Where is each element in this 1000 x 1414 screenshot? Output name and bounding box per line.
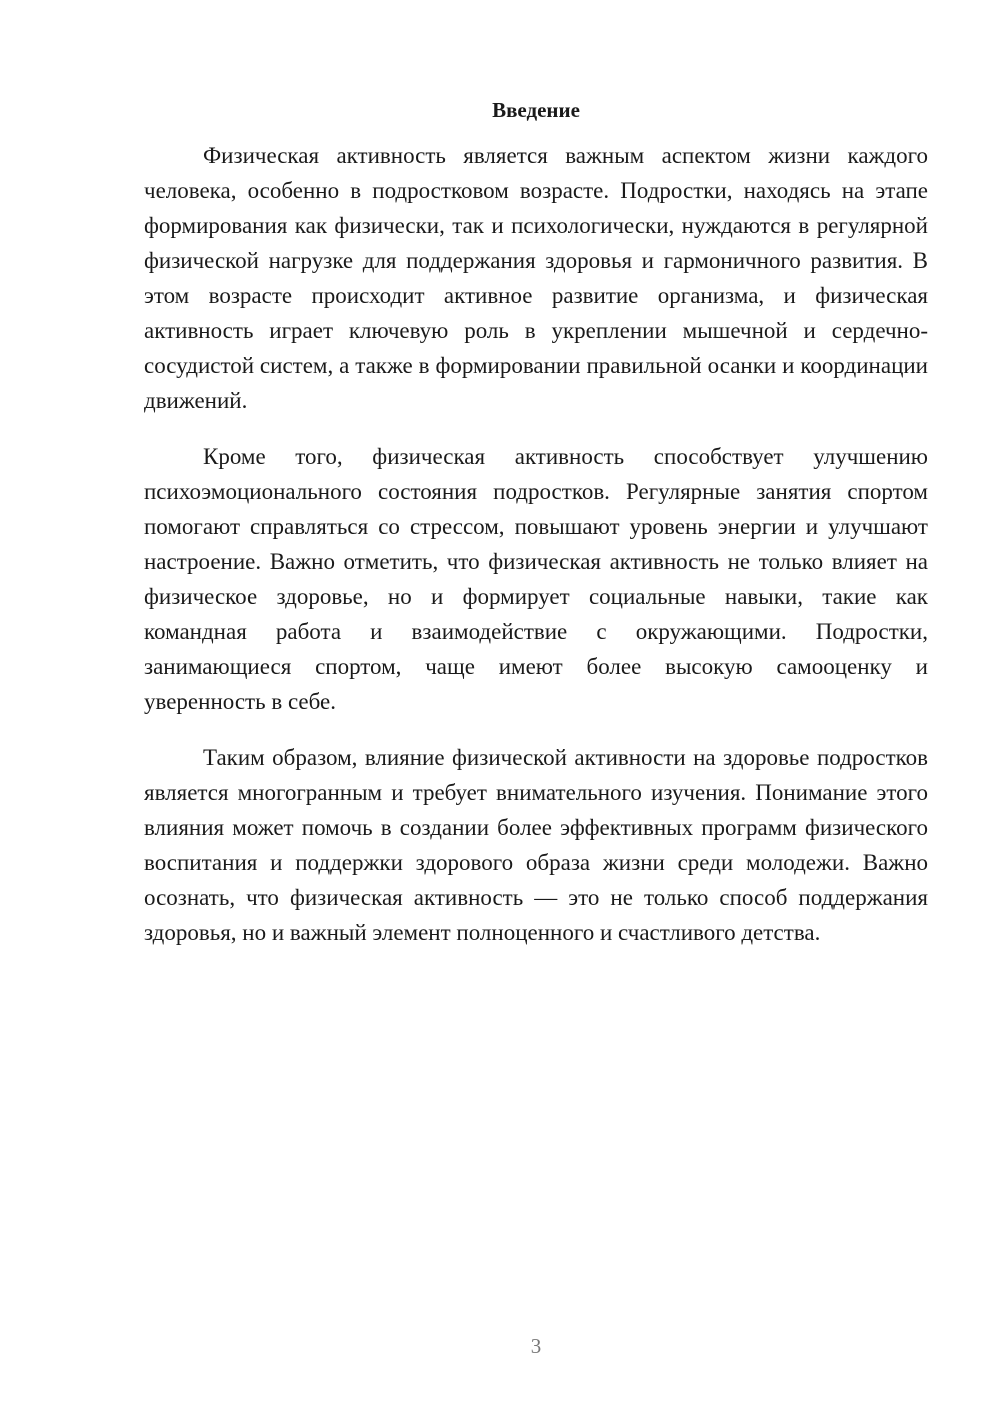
paragraph-3: Таким образом, влияние физической активности на здоровье подростков является многогранным и требует внимательного изучения. Понимание этого влияния может помочь в создании более эффективных программ физического воспитания и поддержки здорового образа жизни среди молодежи. Важно осознать, что физическая активность — это не только способ поддержания здоровья, но и важный элемент полноценного и счастливого детства. <box>144 745 928 945</box>
paragraph-1: Физическая активность является важным аспектом жизни каждого человека, особенно в подростковом возрасте. Подростки, находясь на этапе формирования как физически, так и психологически, нуждаются в регулярной физической нагрузке для поддержания здоровья и гармоничного развития. В этом возрасте происходит активное развитие организма, и физическая активность играет ключевую роль в укреплении мышечной и сердечно-сосудистой систем, а также в формировании правильной осанки и координации движений. <box>144 143 928 413</box>
document-body <box>144 96 928 950</box>
paragraph-2: Кроме того, физическая активность способствует улучшению психоэмоционального состояния подростков. Регулярные занятия спортом помогают справляться со стрессом, повышают уровень энергии и улучшают настроение. Важно отметить, что физическая активность не только влияет на физическое здоровье, но и формирует социальные навыки, такие как командная работа и взаимодействие с окружающими. Подростки, занимающиеся спортом, чаще имеют более высокую самооценку и уверенность в себе. <box>144 444 928 714</box>
section-title: Введение <box>492 98 580 122</box>
page-number: 3 <box>530 1334 542 1358</box>
